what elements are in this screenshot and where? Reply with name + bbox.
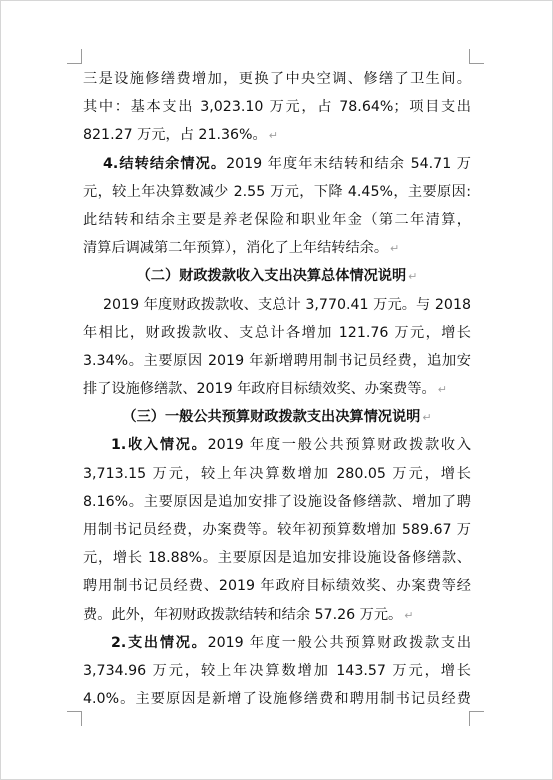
section-heading: 4.结转结余情况。 xyxy=(103,155,227,172)
section-title: （三）一般公共预算财政拨款支出决算情况说明 ↵ xyxy=(122,409,432,426)
margin-corner-top-left xyxy=(67,49,82,64)
text-line: 其中：基本支出 3,023.10 万元，占 78.64%；项目支出 xyxy=(83,99,471,116)
text-line: 3,713.15 万元，较上年决算数增加 280.05 万元，增长 xyxy=(83,465,471,482)
section-heading: 1.收入情况。 xyxy=(111,437,208,454)
margin-corner-bottom-left xyxy=(67,711,82,726)
text-line: 4.结转结余情况。2019 年度年末结转和结余 54.71 万 xyxy=(103,155,471,172)
paragraph-mark-icon: ↵ xyxy=(268,129,278,143)
text-line: 2.支出情况。2019 年度一般公共预算财政拨款支出 xyxy=(111,634,472,651)
text-line: 1.收入情况。2019 年度一般公共预算财政拨款收入 xyxy=(111,437,472,454)
margin-corner-top-right xyxy=(469,49,484,64)
paragraph-mark-icon: ↵ xyxy=(404,608,414,622)
text-line: 元，增长 18.88%。主要原因是追加安排设施设备修缮款、 xyxy=(83,550,471,567)
text-line: 4.0%。主要原因是新增了设施修缮费和聘用制书记员经费 xyxy=(83,691,471,708)
text-line: 用制书记员经费，办案费等。较年初预算数增加 589.67 万 xyxy=(83,522,471,538)
text-line: 8.16%。主要原因是追加安排了设施设备修缮款、增加了聘 xyxy=(83,493,471,510)
text-line: 费。此外，年初财政拨款结转和结余 57.26 万元。 ↵ xyxy=(83,606,414,623)
text-line: 2019 年度财政拨款收、支总计 3,770.41 万元。与 2018 xyxy=(103,296,471,313)
paragraph-mark-icon: ↵ xyxy=(408,270,418,284)
text-line: 3.34%。主要原因 2019 年新增聘用制书记员经费，追加安 xyxy=(83,352,471,369)
paragraph-mark-icon: ↵ xyxy=(437,383,447,397)
text-line: 聘用制书记员经费、2019 年政府目标绩效奖、办案费等经 xyxy=(83,578,471,595)
section-heading: 2.支出情况。 xyxy=(111,634,208,651)
text-line: 3,734.96 万元，较上年决算数增加 143.57 万元，增长 xyxy=(83,662,471,679)
paragraph-mark-icon: ↵ xyxy=(422,411,432,425)
text-line: 排了设施修缮款、2019 年政府目标绩效奖、办案费等。 ↵ xyxy=(83,381,447,398)
section-title: （二）财政拨款收入支出决算总体情况说明 ↵ xyxy=(136,268,418,285)
margin-corner-bottom-right xyxy=(469,711,484,726)
text-line: 三是设施修缮费增加，更换了中央空调、修缮了卫生间。 xyxy=(83,71,471,87)
text-line: 元，较上年决算数减少 2.55 万元，下降 4.45%，主要原因: xyxy=(83,183,471,200)
paragraph-mark-icon: ↵ xyxy=(390,242,400,256)
text-line: 此结转和结余主要是养老保险和职业年金（第二年清算， xyxy=(83,211,471,228)
document-body[interactable] xyxy=(83,65,471,713)
text-line: 821.27 万元，占 21.36%。 ↵ xyxy=(83,127,278,144)
text-line: 清算后调减第二年预算），消化了上年结转结余。 ↵ xyxy=(83,240,400,257)
text-line: 年相比，财政拨款收、支总计各增加 121.76 万元，增长 xyxy=(83,324,471,341)
